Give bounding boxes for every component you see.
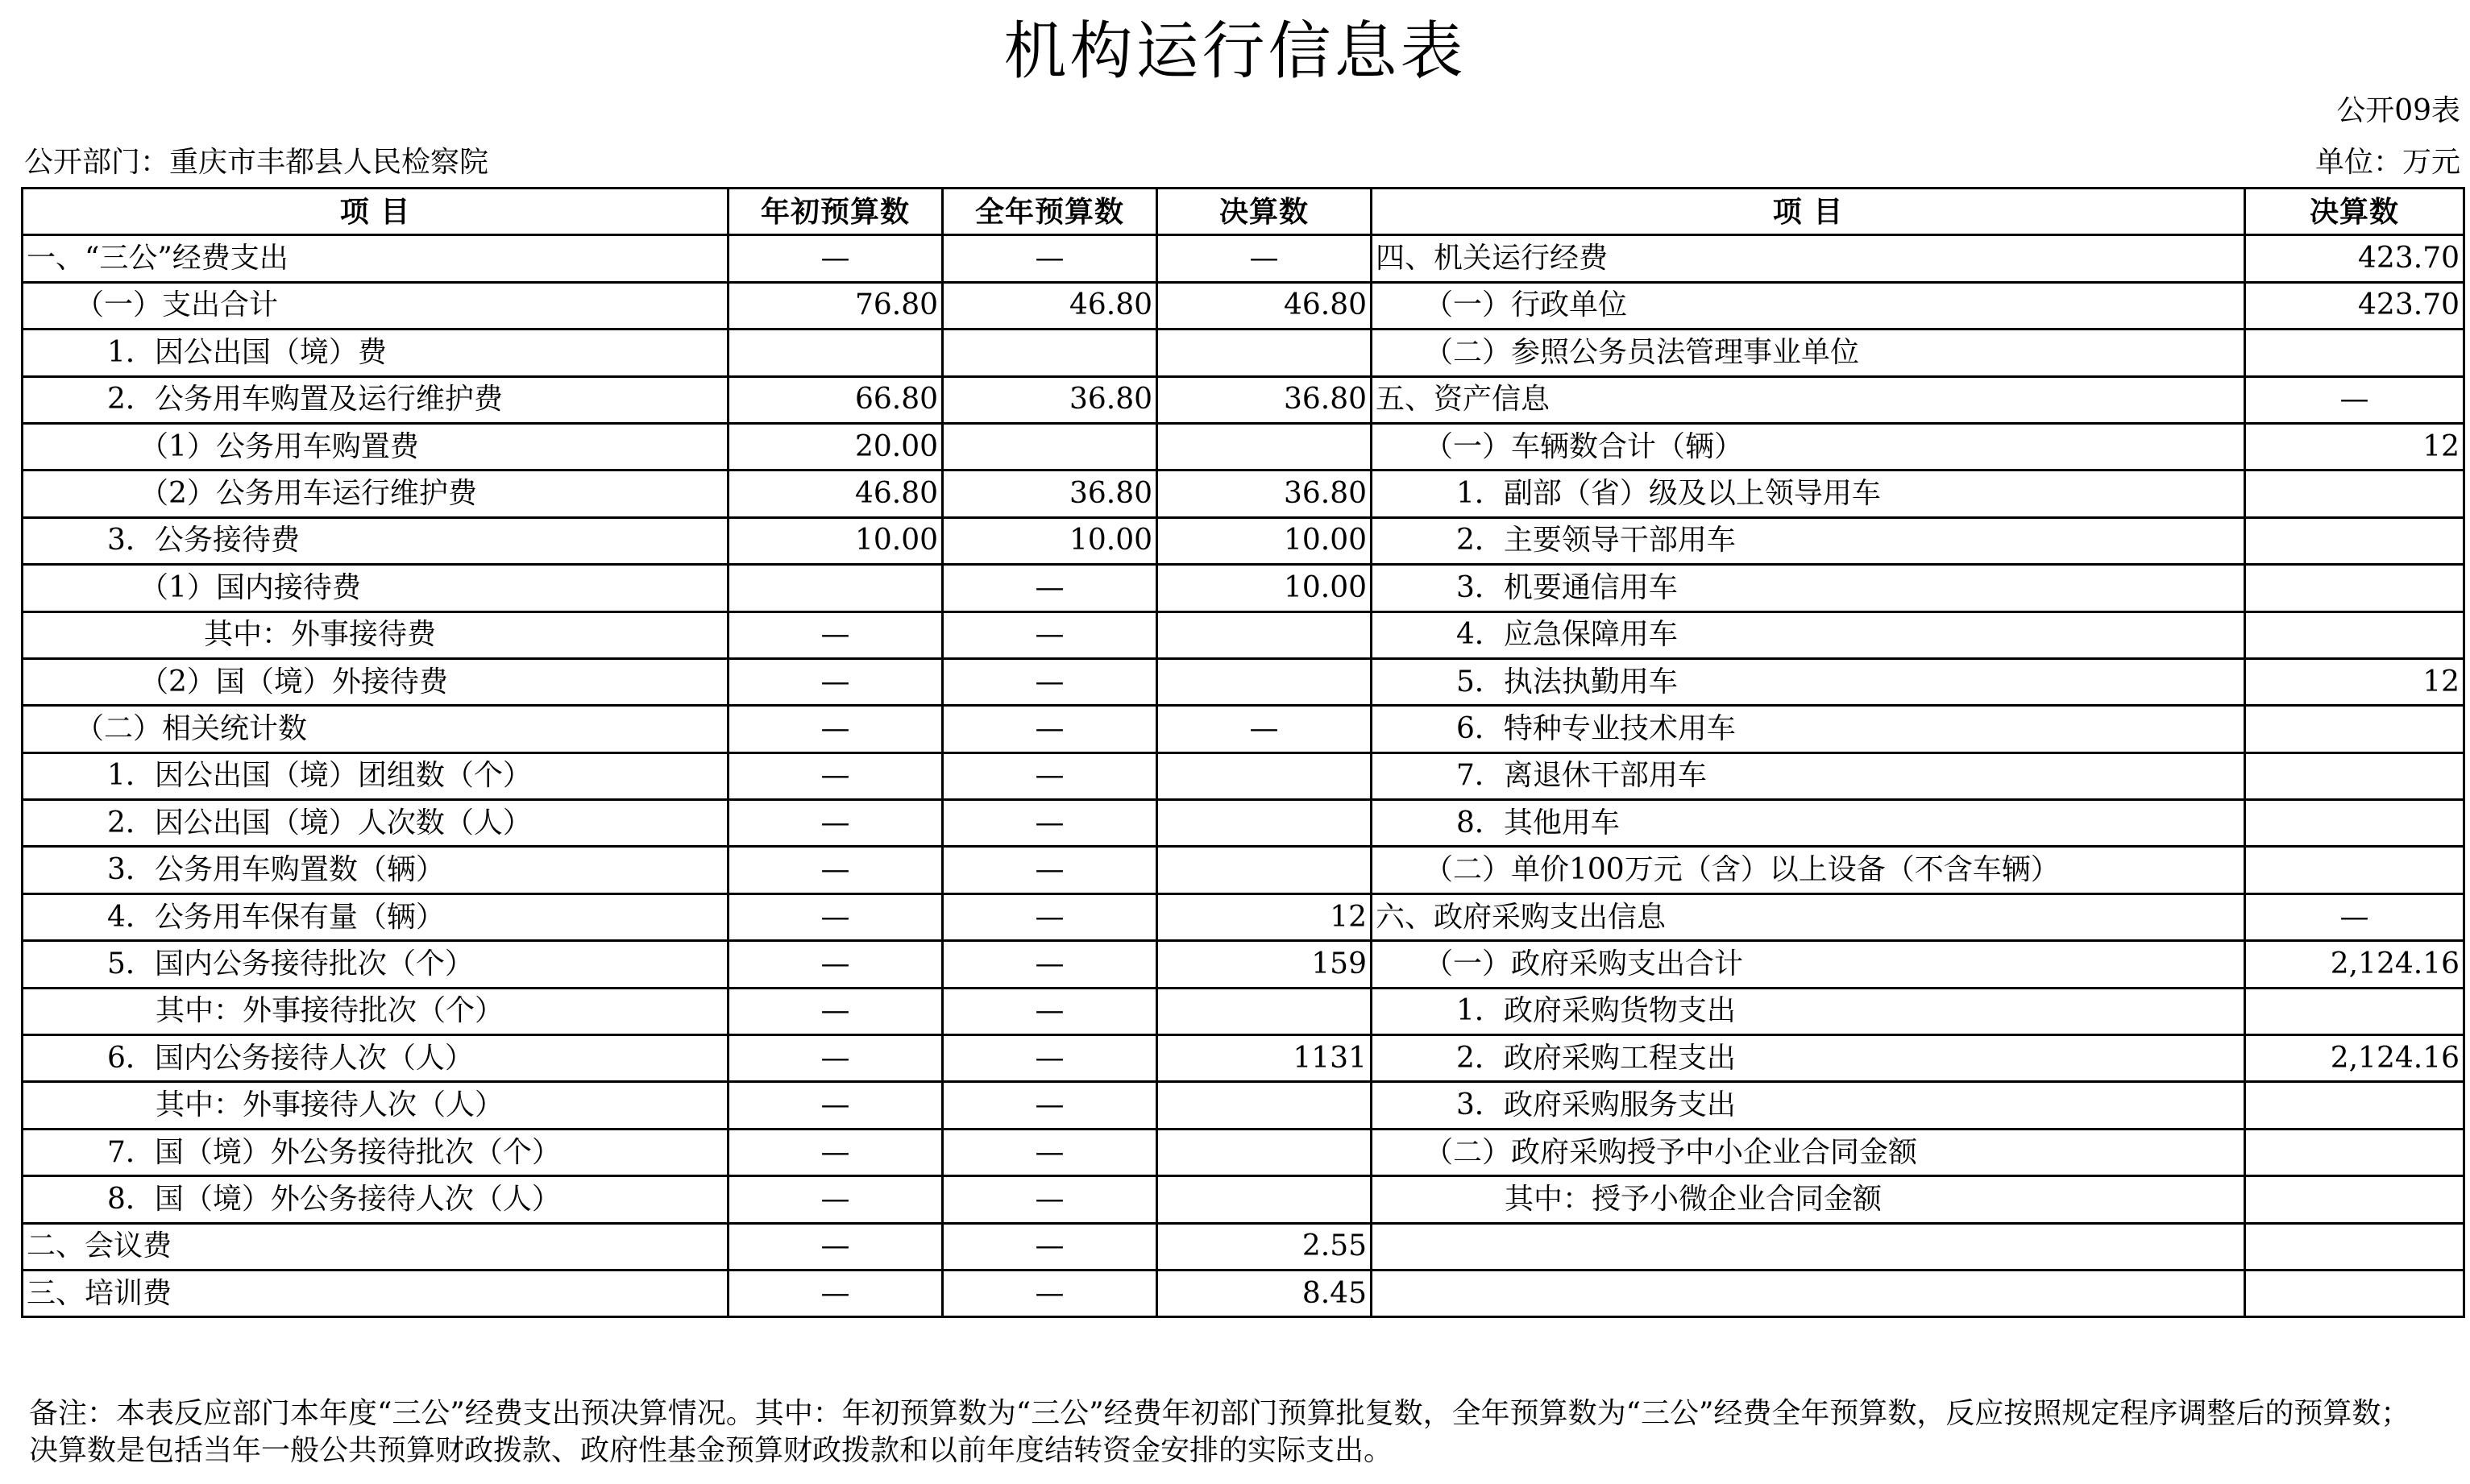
item-right-cell: 7．离退休干部用车 xyxy=(1372,752,2245,799)
full-year-budget-cell: — xyxy=(943,235,1157,282)
initial-budget-cell: 46.80 xyxy=(729,470,943,517)
full-year-budget-cell: 36.80 xyxy=(943,376,1157,423)
final-accounts-right-cell xyxy=(2245,800,2464,847)
header-final-accounts: 决算数 xyxy=(1157,189,1372,235)
header-initial-budget: 年初预算数 xyxy=(729,189,943,235)
full-year-budget-cell: — xyxy=(943,1176,1157,1223)
footnote: 备注：本表反应部门本年度“三公”经费支出预决算情况。其中：年初预算数为“三公”经费年初部门预算批复数，全年预算数为“三公”经费全年预算数，反应按照规定程序调整后的预算数；决算数是包括当年一般公共预算财政拨款、政府性基金预算财政拨款和以前年度结转资金安排的实际支出。 xyxy=(29,1397,2410,1467)
final-accounts-cell: 10.00 xyxy=(1157,517,1372,564)
unit-label: 单位：万元 xyxy=(2314,146,2460,179)
item-left-cell: 4．公务用车保有量（辆） xyxy=(23,893,729,940)
item-right-cell: 2．主要领导干部用车 xyxy=(1372,517,2245,564)
final-accounts-right-cell xyxy=(2245,847,2464,893)
table-row xyxy=(23,470,2464,517)
item-left-cell: 2．因公出国（境）人次数（人） xyxy=(23,800,729,847)
final-accounts-right-cell xyxy=(2245,752,2464,799)
header-full-year-budget: 全年预算数 xyxy=(943,189,1157,235)
table-row xyxy=(23,1223,2464,1270)
full-year-budget-cell: — xyxy=(943,611,1157,658)
initial-budget-cell: — xyxy=(729,1176,943,1223)
final-accounts-cell: 36.80 xyxy=(1157,376,1372,423)
initial-budget-cell xyxy=(729,330,943,376)
item-right-cell: （一）车辆数合计（辆） xyxy=(1372,423,2245,470)
department-label: 公开部门：重庆市丰都县人民检察院 xyxy=(24,146,489,179)
item-right-cell: （二）单价100万元（含）以上设备（不含车辆） xyxy=(1372,847,2245,893)
header-item-left: 项 目 xyxy=(23,189,729,235)
table-row xyxy=(23,988,2464,1034)
item-right-cell: （一）行政单位 xyxy=(1372,282,2245,329)
final-accounts-right-cell: 12 xyxy=(2245,423,2464,470)
table-row xyxy=(23,282,2464,329)
final-accounts-right-cell: 423.70 xyxy=(2245,282,2464,329)
final-accounts-right-cell xyxy=(2245,1176,2464,1223)
item-right-cell xyxy=(1372,1270,2245,1316)
table-row xyxy=(23,658,2464,705)
item-left-cell: 6．国内公务接待人次（人） xyxy=(23,1035,729,1082)
final-accounts-cell xyxy=(1157,800,1372,847)
item-right-cell: 2．政府采购工程支出 xyxy=(1372,1035,2245,1082)
table-row xyxy=(23,706,2464,752)
final-accounts-right-cell: 423.70 xyxy=(2245,235,2464,282)
table-row xyxy=(23,330,2464,376)
final-accounts-cell: — xyxy=(1157,706,1372,752)
final-accounts-cell xyxy=(1157,423,1372,470)
initial-budget-cell: — xyxy=(729,752,943,799)
item-right-cell: （二）参照公务员法管理事业单位 xyxy=(1372,330,2245,376)
full-year-budget-cell: 46.80 xyxy=(943,282,1157,329)
initial-budget-cell: — xyxy=(729,235,943,282)
header-item-right: 项 目 xyxy=(1372,189,2245,235)
final-accounts-cell: 159 xyxy=(1157,941,1372,988)
full-year-budget-cell: — xyxy=(943,893,1157,940)
table-row xyxy=(23,1270,2464,1316)
item-left-cell: 3．公务用车购置数（辆） xyxy=(23,847,729,893)
item-left-cell: （二）相关统计数 xyxy=(23,706,729,752)
full-year-budget-cell xyxy=(943,423,1157,470)
full-year-budget-cell: 36.80 xyxy=(943,470,1157,517)
table-row xyxy=(23,1082,2464,1129)
final-accounts-right-cell xyxy=(2245,1270,2464,1316)
full-year-budget-cell: — xyxy=(943,1082,1157,1129)
final-accounts-cell xyxy=(1157,658,1372,705)
final-accounts-cell: 2.55 xyxy=(1157,1223,1372,1270)
final-accounts-right-cell xyxy=(2245,611,2464,658)
item-right-cell: 8．其他用车 xyxy=(1372,800,2245,847)
item-right-cell: （二）政府采购授予中小企业合同金额 xyxy=(1372,1129,2245,1175)
item-left-cell: 三、培训费 xyxy=(23,1270,729,1316)
final-accounts-right-cell xyxy=(2245,565,2464,611)
item-right-cell: 3．政府采购服务支出 xyxy=(1372,1082,2245,1129)
full-year-budget-cell: — xyxy=(943,706,1157,752)
final-accounts-cell: 10.00 xyxy=(1157,565,1372,611)
item-right-cell: 5．执法执勤用车 xyxy=(1372,658,2245,705)
final-accounts-right-cell xyxy=(2245,706,2464,752)
initial-budget-cell xyxy=(729,565,943,611)
final-accounts-right-cell xyxy=(2245,470,2464,517)
item-left-cell: 一、“三公”经费支出 xyxy=(23,235,729,282)
final-accounts-right-cell xyxy=(2245,1129,2464,1175)
final-accounts-cell xyxy=(1157,988,1372,1034)
full-year-budget-cell: — xyxy=(943,658,1157,705)
initial-budget-cell: — xyxy=(729,988,943,1034)
full-year-budget-cell: — xyxy=(943,1270,1157,1316)
item-left-cell: 其中：外事接待费 xyxy=(23,611,729,658)
final-accounts-right-cell: — xyxy=(2245,376,2464,423)
item-left-cell: 8．国（境）外公务接待人次（人） xyxy=(23,1176,729,1223)
initial-budget-cell: — xyxy=(729,1082,943,1129)
final-accounts-right-cell xyxy=(2245,517,2464,564)
final-accounts-cell xyxy=(1157,1176,1372,1223)
table-number: 公开09表 xyxy=(2336,94,2460,127)
item-left-cell: 7．国（境）外公务接待批次（个） xyxy=(23,1129,729,1175)
item-right-cell: 3．机要通信用车 xyxy=(1372,565,2245,611)
final-accounts-cell: 36.80 xyxy=(1157,470,1372,517)
final-accounts-right-cell: — xyxy=(2245,893,2464,940)
final-accounts-cell: 46.80 xyxy=(1157,282,1372,329)
table-row xyxy=(23,800,2464,847)
full-year-budget-cell: — xyxy=(943,752,1157,799)
table-row xyxy=(23,423,2464,470)
final-accounts-cell xyxy=(1157,1129,1372,1175)
table-row xyxy=(23,376,2464,423)
item-left-cell: （2）公务用车运行维护费 xyxy=(23,470,729,517)
table-row xyxy=(23,1129,2464,1175)
full-year-budget-cell: — xyxy=(943,1223,1157,1270)
initial-budget-cell: — xyxy=(729,1223,943,1270)
initial-budget-cell: — xyxy=(729,658,943,705)
initial-budget-cell: 10.00 xyxy=(729,517,943,564)
full-year-budget-cell: 10.00 xyxy=(943,517,1157,564)
final-accounts-right-cell xyxy=(2245,988,2464,1034)
item-right-cell: 五、资产信息 xyxy=(1372,376,2245,423)
full-year-budget-cell: — xyxy=(943,1129,1157,1175)
initial-budget-cell: — xyxy=(729,1270,943,1316)
table-row xyxy=(23,941,2464,988)
full-year-budget-cell: — xyxy=(943,988,1157,1034)
item-left-cell: 3．公务接待费 xyxy=(23,517,729,564)
initial-budget-cell: — xyxy=(729,893,943,940)
final-accounts-right-cell xyxy=(2245,1082,2464,1129)
item-left-cell: 1．因公出国（境）团组数（个） xyxy=(23,752,729,799)
item-right-cell: （一）政府采购支出合计 xyxy=(1372,941,2245,988)
initial-budget-cell: — xyxy=(729,1035,943,1082)
item-right-cell xyxy=(1372,1223,2245,1270)
full-year-budget-cell: — xyxy=(943,565,1157,611)
final-accounts-cell xyxy=(1157,752,1372,799)
full-year-budget-cell: — xyxy=(943,847,1157,893)
final-accounts-right-cell: 12 xyxy=(2245,658,2464,705)
header-final-accounts-right: 决算数 xyxy=(2245,189,2464,235)
full-year-budget-cell xyxy=(943,330,1157,376)
table-row xyxy=(23,1176,2464,1223)
item-left-cell: 2．公务用车购置及运行维护费 xyxy=(23,376,729,423)
item-right-cell: 6．特种专业技术用车 xyxy=(1372,706,2245,752)
full-year-budget-cell: — xyxy=(943,1035,1157,1082)
table-row xyxy=(23,235,2464,282)
info-table xyxy=(21,187,2465,1318)
final-accounts-cell xyxy=(1157,611,1372,658)
item-left-cell: （一）支出合计 xyxy=(23,282,729,329)
item-right-cell: 4．应急保障用车 xyxy=(1372,611,2245,658)
item-right-cell: 其中：授予小微企业合同金额 xyxy=(1372,1176,2245,1223)
table-header-row xyxy=(23,189,2464,235)
initial-budget-cell: 66.80 xyxy=(729,376,943,423)
item-left-cell: （1）公务用车购置费 xyxy=(23,423,729,470)
final-accounts-right-cell xyxy=(2245,1223,2464,1270)
initial-budget-cell: — xyxy=(729,800,943,847)
item-left-cell: 其中：外事接待人次（人） xyxy=(23,1082,729,1129)
item-left-cell: （2）国（境）外接待费 xyxy=(23,658,729,705)
final-accounts-cell xyxy=(1157,330,1372,376)
table-row xyxy=(23,1035,2464,1082)
final-accounts-cell: — xyxy=(1157,235,1372,282)
table-row xyxy=(23,893,2464,940)
table-body xyxy=(23,189,2464,1317)
table-row xyxy=(23,611,2464,658)
final-accounts-right-cell: 2,124.16 xyxy=(2245,1035,2464,1082)
item-right-cell: 六、政府采购支出信息 xyxy=(1372,893,2245,940)
full-year-budget-cell: — xyxy=(943,941,1157,988)
final-accounts-cell: 1131 xyxy=(1157,1035,1372,1082)
initial-budget-cell: — xyxy=(729,706,943,752)
table-row xyxy=(23,847,2464,893)
initial-budget-cell: — xyxy=(729,847,943,893)
final-accounts-right-cell xyxy=(2245,330,2464,376)
initial-budget-cell: — xyxy=(729,611,943,658)
final-accounts-right-cell: 2,124.16 xyxy=(2245,941,2464,988)
initial-budget-cell: 20.00 xyxy=(729,423,943,470)
final-accounts-cell: 12 xyxy=(1157,893,1372,940)
initial-budget-cell: — xyxy=(729,941,943,988)
final-accounts-cell xyxy=(1157,847,1372,893)
item-left-cell: 5．国内公务接待批次（个） xyxy=(23,941,729,988)
table-row xyxy=(23,517,2464,564)
initial-budget-cell: — xyxy=(729,1129,943,1175)
item-right-cell: 1．副部（省）级及以上领导用车 xyxy=(1372,470,2245,517)
item-left-cell: 其中：外事接待批次（个） xyxy=(23,988,729,1034)
final-accounts-cell: 8.45 xyxy=(1157,1270,1372,1316)
page-title: 机构运行信息表 xyxy=(1003,15,1467,88)
final-accounts-cell xyxy=(1157,1082,1372,1129)
item-left-cell: 二、会议费 xyxy=(23,1223,729,1270)
initial-budget-cell: 76.80 xyxy=(729,282,943,329)
table-row xyxy=(23,752,2464,799)
item-left-cell: （1）国内接待费 xyxy=(23,565,729,611)
full-year-budget-cell: — xyxy=(943,800,1157,847)
item-right-cell: 1．政府采购货物支出 xyxy=(1372,988,2245,1034)
item-right-cell: 四、机关运行经费 xyxy=(1372,235,2245,282)
table-row xyxy=(23,565,2464,611)
item-left-cell: 1．因公出国（境）费 xyxy=(23,330,729,376)
